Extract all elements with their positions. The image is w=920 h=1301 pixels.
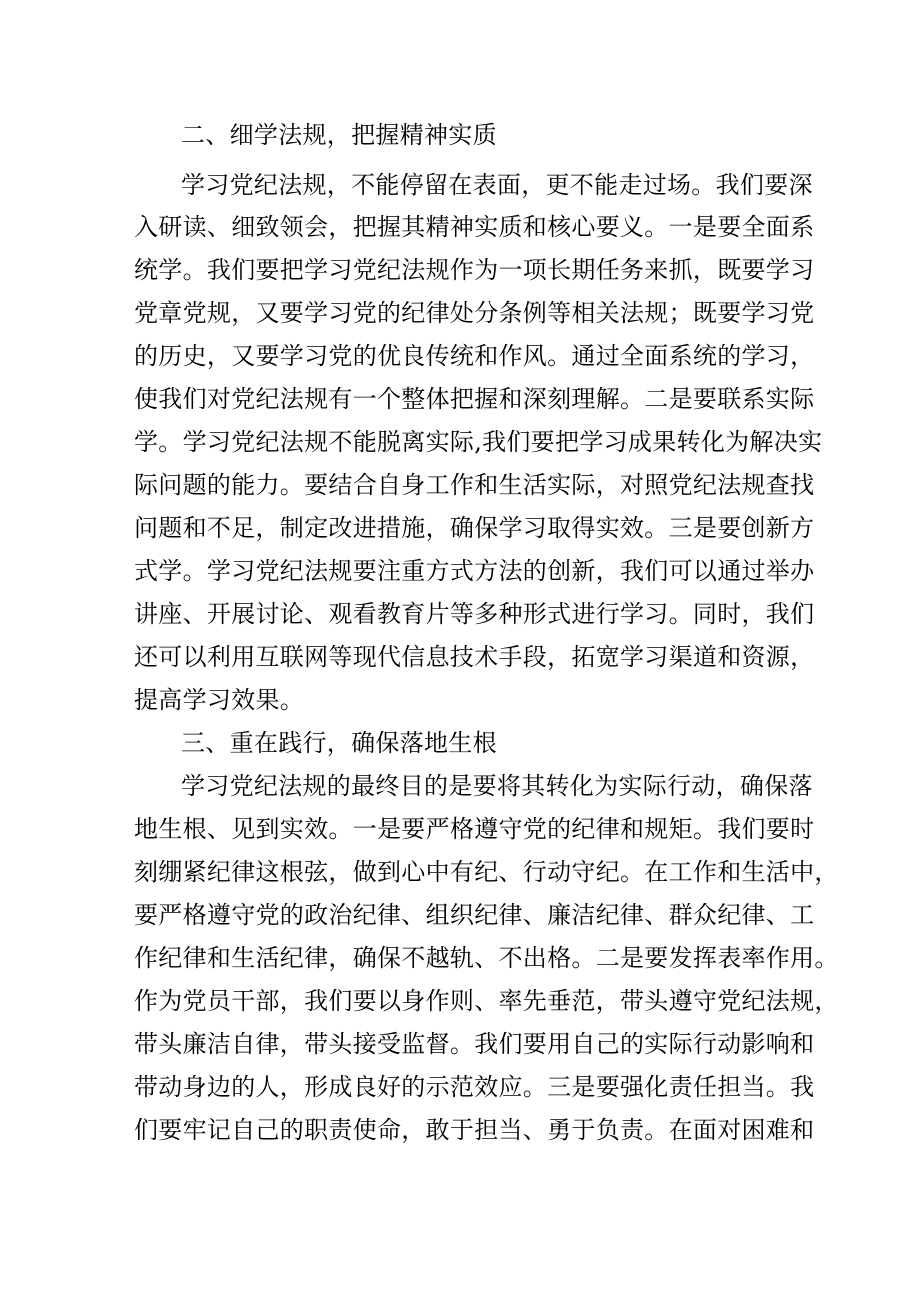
section-heading: 二、细学法规，把握精神实质	[181, 121, 497, 149]
paragraph-line: 带头廉洁自律，带头接受监督。我们要用自己的实际行动影响和	[134, 1030, 815, 1058]
paragraph-line: 们要牢记自己的职责使命，敢于担当、勇于负责。在面对困难和	[134, 1116, 815, 1144]
paragraph-line: 作纪律和生活纪律，确保不越轨、不出格。二是要发挥表率作用。	[134, 944, 839, 972]
paragraph-line: 问题和不足，制定改进措施，确保学习取得实效。三是要创新方	[134, 514, 815, 542]
paragraph-line: 提高学习效果。	[134, 686, 305, 714]
paragraph-line: 学习党纪法规，不能停留在表面，更不能走过场。我们要深	[181, 171, 813, 199]
paragraph-line: 党章党规，又要学习党的纪律处分条例等相关法规；既要学习党	[134, 299, 815, 327]
section-heading: 三、重在践行，确保落地生根	[181, 729, 497, 757]
paragraph-line: 刻绷紧纪律这根弦，做到心中有纪、行动守纪。在工作和生活中，	[134, 858, 839, 886]
paragraph-line: 作为党员干部，我们要以身作则、率先垂范，带头遵守党纪法规，	[134, 987, 839, 1015]
paragraph-line: 际问题的能力。要结合自身工作和生活实际，对照党纪法规查找	[134, 471, 815, 499]
paragraph-line: 讲座、开展讨论、观看教育片等多种形式进行学习。同时，我们	[134, 600, 815, 628]
paragraph-line: 的历史，又要学习党的优良传统和作风。通过全面系统的学习，	[134, 342, 815, 370]
paragraph-line: 式学。学习党纪法规要注重方式方法的创新，我们可以通过举办	[134, 557, 815, 585]
paragraph-line: 地生根、见到实效。一是要严格遵守党的纪律和规矩。我们要时	[134, 815, 815, 843]
paragraph-line: 还可以利用互联网等现代信息技术手段，拓宽学习渠道和资源，	[134, 643, 815, 671]
paragraph-line: 使我们对党纪法规有一个整体把握和深刻理解。二是要联系实际	[134, 385, 815, 413]
paragraph-line: 要严格遵守党的政治纪律、组织纪律、廉洁纪律、群众纪律、工	[134, 901, 815, 929]
paragraph-line: 带动身边的人，形成良好的示范效应。三是要强化责任担当。我	[134, 1073, 815, 1101]
paragraph-line: 统学。我们要把学习党纪法规作为一项长期任务来抓，既要学习	[134, 256, 815, 284]
paragraph-line: 学习党纪法规的最终目的是要将其转化为实际行动，确保落	[181, 772, 813, 800]
paragraph-line: 学。学习党纪法规不能脱离实际,我们要把学习成果转化为解决实	[134, 428, 823, 456]
paragraph-line: 入研读、细致领会，把握其精神实质和核心要义。一是要全面系	[134, 213, 815, 241]
